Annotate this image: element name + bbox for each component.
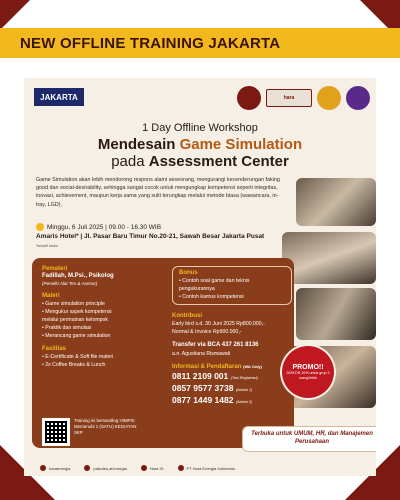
right-column xyxy=(172,266,292,407)
facility-item: • E-Certificate & Soft file materi xyxy=(42,354,114,360)
bonus-item: • Contoh soal game dan teknis xyxy=(179,278,250,284)
city-badge: JAKARTA xyxy=(34,88,84,106)
transfer-name: a.n. Agustiana Rismawati xyxy=(172,350,231,357)
audience-note: Terbuka untuk UMUM, HR, dan Manajemen Perusahaan xyxy=(242,426,376,452)
material-item: melalui permainan kelompok xyxy=(42,317,109,323)
workshop-title-line1: Mendesain Game Simulation xyxy=(97,136,303,153)
facility-item: • 2x Coffee Breaks & Lunch xyxy=(42,362,106,368)
price-normal: Normal & Invoice Rp900.000,- xyxy=(172,329,242,335)
social-footer xyxy=(24,460,376,476)
hara-icon xyxy=(141,465,147,471)
material-item: • Mengukur aspek kompetensi xyxy=(42,309,112,315)
event-date: Minggu, 6 Juli 2025 | 09.00 - 16.30 WIB xyxy=(47,224,162,231)
skp-note: Training ini bersanding HIMPSI Memenuhi 1 (SATU) KEGIATAN SKP xyxy=(74,418,137,435)
partner-logos xyxy=(237,86,370,110)
linkedin-icon xyxy=(178,465,184,471)
bonus-item: pengukurannya xyxy=(179,286,215,292)
qr-code[interactable] xyxy=(42,418,70,446)
phone-number[interactable]: 0857 9577 3738 (Admin 1) xyxy=(172,382,253,393)
social-hara[interactable]: Hara ID xyxy=(141,465,164,471)
event-venue: Amaris Hotel* | Jl. Pasar Baru Timur No.20-21, Sawah Besar Jakarta Pusat xyxy=(36,233,265,240)
event-schedule xyxy=(36,223,264,251)
contribution-heading: Kontribusi xyxy=(172,313,202,319)
left-column xyxy=(42,266,160,369)
social-linkedin[interactable]: PT Hara Energia Indonesia xyxy=(178,465,235,471)
workshop-title-line2: pada Assessment Center xyxy=(111,153,289,170)
price-earlybird: Early bird s.d. 30 Juni 2025 Rp800.000,- xyxy=(172,321,265,327)
partner-logo xyxy=(346,86,370,110)
phone-number[interactable]: 0811 2109 001 (Tasi Registrasi) xyxy=(172,370,258,381)
bonus-item: • Contoh kamus kompetensi xyxy=(179,294,244,300)
registration-heading: Informasi & Pendaftaran (WA Only) xyxy=(172,363,262,370)
facilities-heading: Fasilitas xyxy=(42,346,67,352)
banner-title: NEW OFFLINE TRAINING JAKARTA xyxy=(20,34,281,52)
speaker-name: Fadillah, M.Psi., Psikolog xyxy=(42,273,114,279)
hara-logo: hara xyxy=(266,89,312,107)
bonus-box xyxy=(172,266,292,305)
speaker-heading: Pemateri xyxy=(42,266,68,272)
workshop-subtitle: 1 Day Offline Workshop xyxy=(142,122,258,134)
social-web[interactable]: psikotes.ai/energia xyxy=(84,465,126,471)
corner-decoration xyxy=(0,0,30,30)
promo-desc: DISKON 10% untuk grup 3 orang/lebih xyxy=(286,370,330,380)
workshop-description: Game Simulation akan lebih mendorong respons alami seseorang, mengurangi kecenderungan faking good dan social-desirability, sehingga sangat cocok untuk mengungkap kompetensi seperti integritas, inovasi, achievement, maupun kerja sama yang sulit terungkap melalui metode biasa (wawancara, in-tray, LGD). xyxy=(36,177,280,208)
promo-title: PROMO!! xyxy=(292,363,324,371)
material-item: • Game simulation principle xyxy=(42,301,105,307)
transfer-info: Transfer via BCA 437 261 8136 xyxy=(172,342,259,348)
details-panel xyxy=(32,258,294,448)
materials-heading: Materi xyxy=(42,293,60,299)
bonus-heading: Bonus xyxy=(179,270,198,276)
phone-number[interactable]: 0877 1449 1482 (Admin 2) xyxy=(172,394,253,405)
research-logo xyxy=(237,86,261,110)
workshop-photo xyxy=(282,232,376,284)
speaker-role: (Peneliti Alat Tes & Asesor) xyxy=(42,280,98,286)
partner-logo xyxy=(317,86,341,110)
material-item: • Praktik dan simulasi xyxy=(42,325,92,331)
globe-icon xyxy=(84,465,90,471)
workshop-photo xyxy=(296,288,376,340)
location-pin-icon xyxy=(36,223,44,231)
workshop-photo xyxy=(296,178,376,226)
venue-note: *tentatif lokasi xyxy=(36,244,58,248)
promo-badge xyxy=(282,346,334,398)
social-instagram[interactable]: haraenergia xyxy=(40,465,70,471)
event-poster[interactable] xyxy=(24,78,376,476)
header-banner xyxy=(0,28,400,58)
material-item: • Merancang game simulation xyxy=(42,333,111,339)
instagram-icon xyxy=(40,465,46,471)
